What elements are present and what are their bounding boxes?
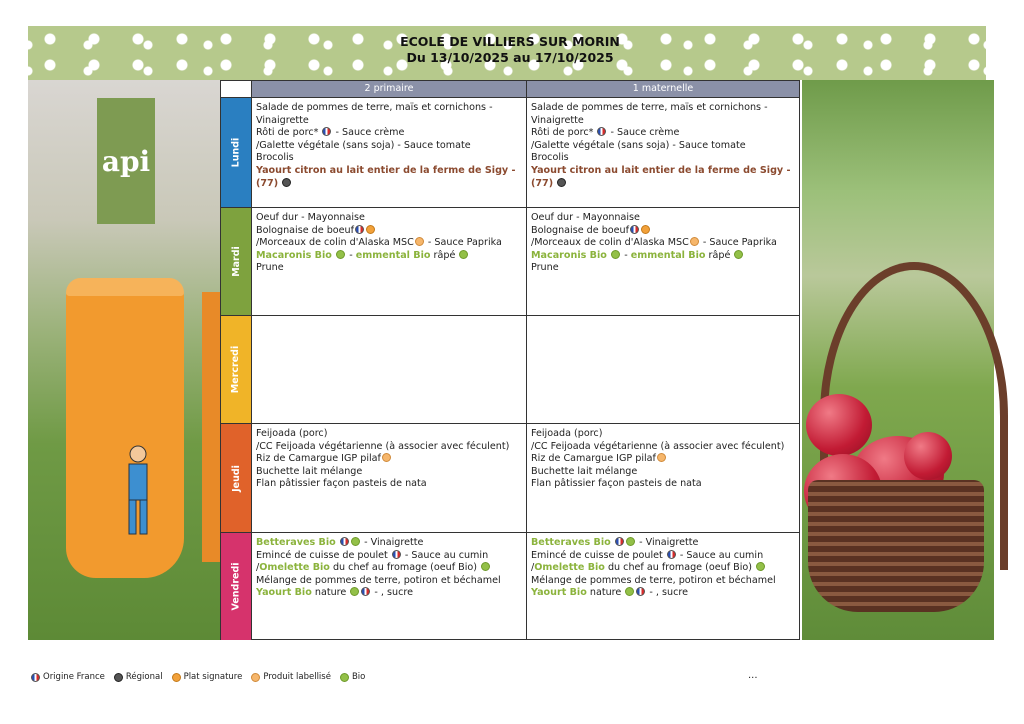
menu-text: - Vinaigrette: [361, 537, 424, 548]
lab-icon: [657, 453, 666, 462]
menu-text: Macaronis Bio: [531, 249, 611, 261]
menu-text: Macaronis Bio: [256, 249, 336, 261]
menu-line: [531, 237, 795, 250]
legend-item: [30, 672, 105, 682]
day-label: Mercredi: [230, 345, 242, 394]
reg-icon: [557, 178, 566, 187]
fr-icon: [392, 550, 401, 559]
legend-label: Plat signature: [183, 672, 243, 682]
menu-text: /Galette végétale (sans soja) - Sauce tomate: [531, 139, 746, 151]
menu-text: Flan pâtissier façon pasteis de nata: [531, 478, 702, 490]
boot-top: [66, 278, 184, 296]
sig-icon: [172, 673, 181, 682]
bio-icon: [350, 587, 359, 596]
menu-text: râpé: [430, 249, 459, 261]
menu-text: Bolognaise de boeuf: [256, 224, 355, 236]
menu-line: [531, 441, 795, 454]
fr-icon: [636, 587, 645, 596]
fr-icon: [667, 550, 676, 559]
menu-text: du chef au fromage (oeuf Bio): [604, 562, 756, 574]
menu-text: Feijoada (porc): [256, 428, 328, 439]
legend: [30, 672, 369, 682]
legend-item: [250, 672, 331, 682]
column-header-primaire: 2 primaire: [251, 81, 526, 97]
reg-icon: [282, 178, 291, 187]
menu-line: [531, 140, 795, 153]
fr-icon: [630, 225, 639, 234]
menu-text: Flan pâtissier façon pasteis de nata: [256, 478, 427, 490]
menu-text: Omelette Bio: [259, 562, 330, 574]
sig-icon: [641, 225, 650, 234]
fr-icon: [322, 127, 331, 136]
menu-line: [256, 575, 522, 588]
menu-period: Du 13/10/2025 au 17/10/2025: [406, 50, 614, 65]
menu-text: Mélange de pommes de terre, potiron et béchamel: [256, 574, 501, 586]
menu-text: - Sauce crème: [332, 127, 405, 139]
menu-text: /CC Feijoada végétarienne (à associer avec féculent): [531, 440, 785, 452]
footer-ellipsis: ...: [748, 670, 758, 681]
menu-text: nature: [586, 587, 625, 599]
legend-item: [171, 672, 243, 682]
menu-text: /: [531, 562, 535, 574]
menu-cell-jeudi: [526, 423, 799, 532]
legend-item: [113, 672, 163, 682]
menu-text: emmental Bio: [355, 249, 431, 261]
menu-text: - Vinaigrette: [636, 537, 699, 548]
bio-icon: [626, 537, 635, 546]
menu-text: /: [256, 562, 260, 574]
menu-cell-lundi: [526, 97, 799, 207]
menu-line: [256, 140, 522, 153]
menu-line: [256, 165, 522, 190]
lab-icon: [415, 237, 424, 246]
bio-icon: [340, 673, 349, 682]
bio-icon: [734, 250, 743, 259]
bio-icon: [336, 250, 345, 259]
menu-cell-lundi: [251, 97, 526, 207]
lab-icon: [382, 453, 391, 462]
basket-image: [808, 480, 984, 612]
day-label: Vendredi: [230, 562, 242, 611]
menu-text: /Morceaux de colin d'Alaska MSC: [256, 237, 414, 249]
menu-line: [256, 587, 522, 600]
apple-image: [806, 394, 872, 456]
menu-line: [531, 428, 795, 441]
bio-icon: [611, 250, 620, 259]
legend-label: Bio: [351, 672, 366, 682]
day-tab-mardi: [221, 207, 251, 315]
menu-line: [256, 237, 522, 250]
menu-text: Feijoada (porc): [531, 428, 603, 439]
menu-line: [256, 537, 522, 550]
menu-line: [256, 102, 522, 127]
menu-text: Buchette lait mélange: [531, 465, 638, 477]
menu-text: Oeuf dur - Mayonnaise: [256, 212, 365, 223]
menu-text: râpé: [705, 249, 734, 261]
menu-line: [256, 250, 522, 263]
menu-line: [531, 225, 795, 238]
menu-text: Rôti de porc*: [531, 127, 597, 139]
menu-text: nature: [311, 587, 350, 599]
menu-text: /Galette végétale (sans soja) - Sauce tomate: [256, 139, 471, 151]
menu-text: Yaourt Bio: [256, 587, 312, 599]
bio-icon: [459, 250, 468, 259]
menu-line: [256, 212, 522, 225]
bio-icon: [351, 537, 360, 546]
page-title: [360, 34, 660, 66]
school-name: ECOLE DE VILLIERS SUR MORIN: [400, 34, 620, 49]
menu-text: Brocolis: [256, 152, 294, 164]
menu-text: du chef au fromage (oeuf Bio): [329, 562, 481, 574]
menu-text: - Sauce Paprika: [699, 237, 777, 249]
menu-line: [531, 152, 795, 165]
menu-line: [256, 478, 522, 491]
menu-text: Emincé de cuisse de poulet: [256, 549, 391, 561]
menu-text: Prune: [531, 262, 559, 274]
second-boot-image: [202, 292, 220, 562]
menu-cell-jeudi: [251, 423, 526, 532]
menu-text: -: [346, 249, 356, 261]
menu-text: Bolognaise de boeuf: [531, 224, 630, 236]
menu-text: - , sucre: [371, 587, 414, 599]
bio-icon: [625, 587, 634, 596]
menu-line: [531, 537, 795, 550]
legend-label: Régional: [125, 672, 163, 682]
menu-line: [531, 102, 795, 127]
menu-line: [256, 441, 522, 454]
menu-text: - Sauce au cumin: [676, 549, 764, 561]
menu-cell-mardi: [526, 207, 799, 315]
menu-line: [256, 428, 522, 441]
menu-text: Mélange de pommes de terre, potiron et béchamel: [531, 574, 776, 586]
menu-text: Yaourt Bio: [531, 587, 587, 599]
api-logo-text: api: [101, 144, 151, 178]
menu-text: - Sauce crème: [607, 127, 680, 139]
menu-text: Rôti de porc*: [256, 127, 322, 139]
menu-line: [256, 550, 522, 563]
menu-text: /Morceaux de colin d'Alaska MSC: [531, 237, 689, 249]
menu-line: [531, 250, 795, 263]
menu-text: Omelette Bio: [534, 562, 605, 574]
fr-icon: [340, 537, 349, 546]
menu-text: Salade de pommes de terre, maïs et cornichons - Vinaigrette: [531, 102, 768, 126]
menu-line: [256, 453, 522, 466]
fr-icon: [615, 537, 624, 546]
lab-icon: [690, 237, 699, 246]
menu-text: Prune: [256, 262, 284, 274]
menu-line: [256, 466, 522, 479]
sig-icon: [366, 225, 375, 234]
menu-text: Betteraves Bio: [531, 537, 615, 548]
menu-line: [531, 453, 795, 466]
fr-icon: [597, 127, 606, 136]
menu-line: [531, 165, 795, 190]
column-header-maternelle: 1 maternelle: [526, 81, 799, 97]
menu-line: [256, 225, 522, 238]
menu-table: [220, 80, 800, 640]
fr-icon: [361, 587, 370, 596]
menu-text: /CC Feijoada végétarienne (à associer avec féculent): [256, 440, 510, 452]
api-logo: [97, 98, 155, 224]
menu-line: [531, 550, 795, 563]
menu-line: [531, 587, 795, 600]
lab-icon: [251, 673, 260, 682]
menu-text: Riz de Camargue IGP pilaf: [531, 453, 656, 465]
menu-text: -: [621, 249, 631, 261]
menu-text: emmental Bio: [630, 249, 706, 261]
menu-text: Emincé de cuisse de poulet: [531, 549, 666, 561]
menu-text: Yaourt citron au lait entier de la ferme de Sigy - (77): [256, 164, 516, 189]
menu-text: Buchette lait mélange: [256, 465, 363, 477]
menu-text: Brocolis: [531, 152, 569, 164]
menu-line: [531, 575, 795, 588]
apple-image: [904, 432, 952, 480]
menu-text: - Sauce au cumin: [401, 549, 489, 561]
menu-text: - Sauce Paprika: [424, 237, 502, 249]
fr-icon: [31, 673, 40, 682]
menu-line: [531, 466, 795, 479]
menu-line: [531, 262, 795, 275]
menu-text: Yaourt citron au lait entier de la ferme de Sigy - (77): [531, 164, 791, 189]
menu-cell-mardi: [251, 207, 526, 315]
day-tab-vendredi: [221, 532, 251, 640]
legend-label: Origine France: [43, 672, 105, 682]
menu-line: [531, 212, 795, 225]
day-tab-mercredi: [221, 315, 251, 423]
menu-line: [531, 478, 795, 491]
menu-text: Salade de pommes de terre, maïs et cornichons - Vinaigrette: [256, 102, 493, 126]
menu-line: [531, 127, 795, 140]
menu-text: Riz de Camargue IGP pilaf: [256, 453, 381, 465]
menu-text: - , sucre: [646, 587, 689, 599]
legend-label: Produit labellisé: [263, 672, 331, 682]
menu-cell-vendredi: [251, 532, 526, 640]
menu-line: [256, 562, 522, 575]
menu-cell-mercredi: [526, 315, 799, 423]
menu-line: [256, 262, 522, 275]
child-illustration: [120, 440, 156, 540]
bio-icon: [756, 562, 765, 571]
menu-line: [256, 127, 522, 140]
day-label: Mardi: [230, 246, 242, 277]
legend-item: [339, 672, 365, 682]
menu-text: Oeuf dur - Mayonnaise: [531, 212, 640, 223]
menu-text: Betteraves Bio: [256, 537, 340, 548]
fr-icon: [355, 225, 364, 234]
menu-cell-vendredi: [526, 532, 799, 640]
day-label: Jeudi: [230, 464, 242, 492]
day-label: Lundi: [230, 137, 242, 168]
bio-icon: [481, 562, 490, 571]
menu-line: [531, 562, 795, 575]
day-tab-jeudi: [221, 423, 251, 532]
menu-line: [256, 152, 522, 165]
reg-icon: [114, 673, 123, 682]
day-tab-lundi: [221, 97, 251, 207]
menu-cell-mercredi: [251, 315, 526, 423]
